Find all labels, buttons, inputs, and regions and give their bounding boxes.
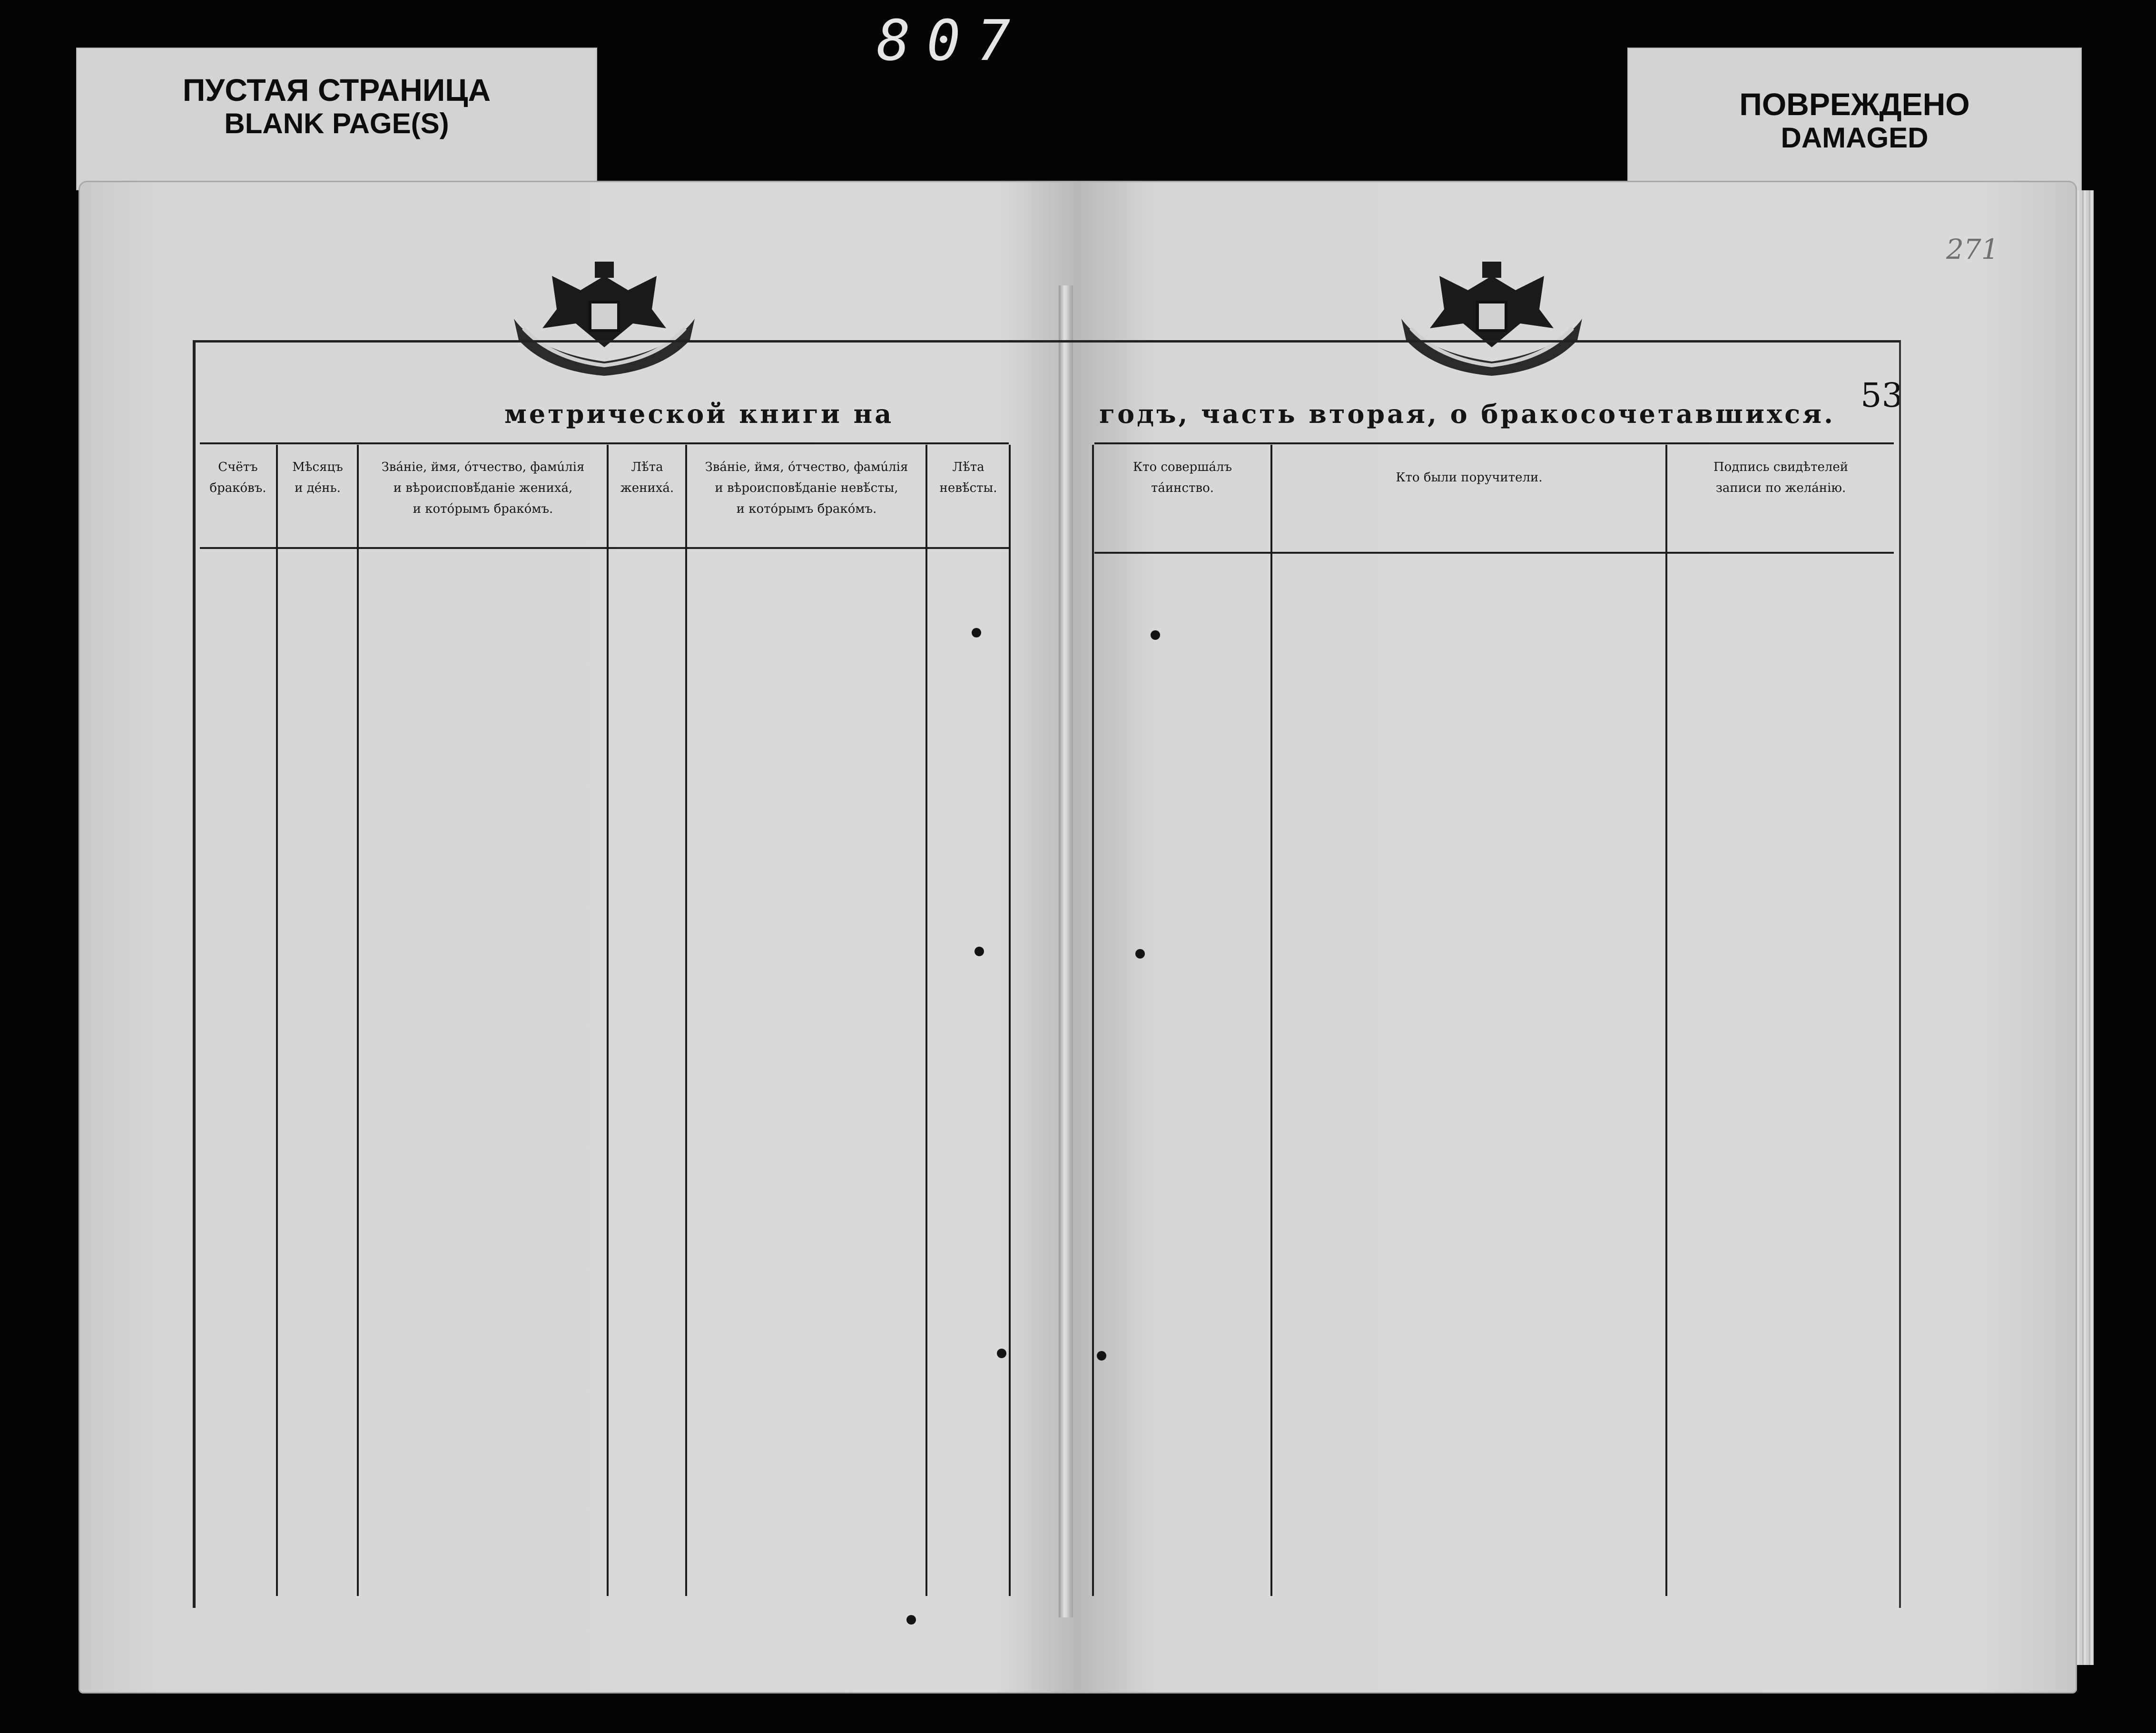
column-line xyxy=(685,445,687,1596)
column-line xyxy=(276,445,278,1596)
column-line xyxy=(607,445,609,1596)
column-line xyxy=(1270,445,1272,1596)
binding-hole xyxy=(972,628,981,637)
header-top-rule-right xyxy=(1094,442,1894,444)
blank-page-label xyxy=(76,48,597,190)
damaged-label xyxy=(1627,48,2082,200)
column-line xyxy=(1665,445,1667,1596)
column-header-sponsors: Кто были поручители. xyxy=(1396,470,1543,485)
register-title-right: годъ, часть вторая, о бракосочетавшихся. xyxy=(1099,399,1835,429)
damaged-label-en: DAMAGED xyxy=(1781,122,1929,154)
column-line xyxy=(925,445,927,1596)
damaged-label-ru: ПОВРЕЖДЕНО xyxy=(1739,87,1970,122)
column-header-officiant: Кто совершáлъ тáинство. xyxy=(1132,460,1232,495)
header-top-rule-left xyxy=(200,442,1009,444)
binding-hole xyxy=(1097,1351,1106,1361)
column-line xyxy=(1009,445,1011,1596)
column-line xyxy=(1092,445,1094,1596)
column-header-witness-signature: Подпись свидѣтелей записи по желáнію. xyxy=(1713,460,1849,495)
binding-hole xyxy=(906,1615,916,1625)
binding-hole xyxy=(975,947,984,956)
page-number: 53 xyxy=(1861,376,1903,415)
column-header-bride-details: Звáніе, ймя, óтчество, фамúлія и вѣроисповѣ́даніе невѣ́сты, и котóрымъ бракóмъ. xyxy=(705,460,908,516)
binding-hole xyxy=(1151,630,1160,640)
folio-number: 271 xyxy=(1946,233,1999,265)
frame-number: 807 xyxy=(876,8,1027,73)
binding-hole xyxy=(997,1349,1006,1358)
blank-page-label-en: BLANK PAGE(S) xyxy=(224,108,449,139)
column-header-marriage-count: Счётъ бракóвъ. xyxy=(209,460,266,495)
column-line xyxy=(357,445,359,1596)
register-title-left: метрической книги на xyxy=(504,399,894,429)
column-header-groom-age: Лѣ́та жениха́. xyxy=(620,460,674,495)
column-header-groom-details: Звáніе, ймя, óтчество, фамúлія и вѣроисповѣ́даніе жениха́, и котóрымъ бракóмъ. xyxy=(381,460,585,516)
binding-hole xyxy=(1135,949,1145,959)
column-header-bride-age: Лѣ́та невѣ́сты. xyxy=(939,460,997,495)
column-header-month-day: Мѣсяцъ и дéнь. xyxy=(292,460,343,495)
blank-page-label-ru: ПУСТАЯ СТРАНИЦА xyxy=(182,72,491,108)
